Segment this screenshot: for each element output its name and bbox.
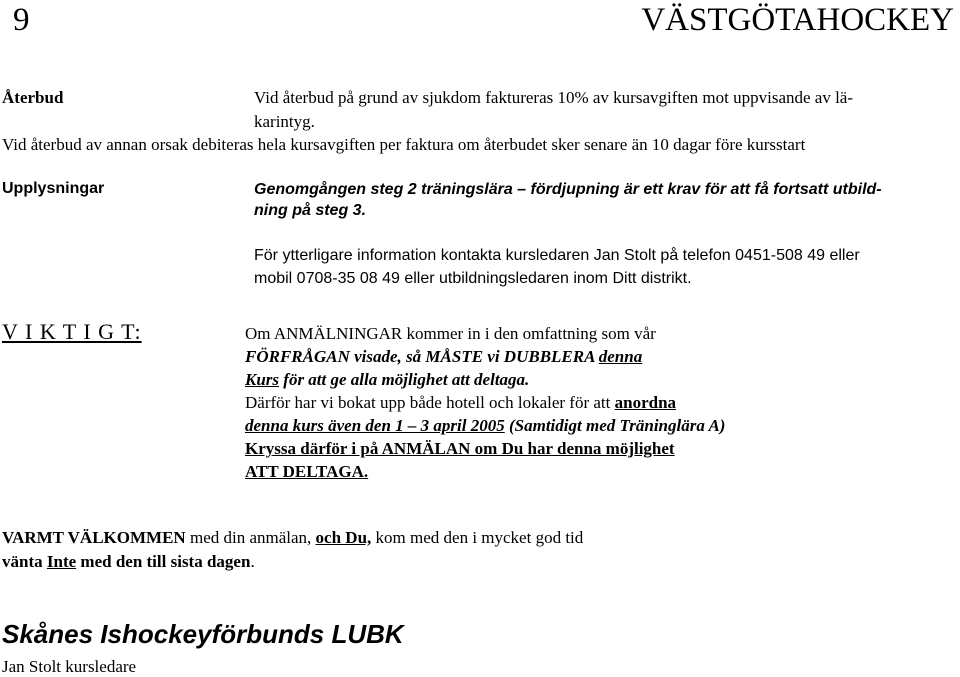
viktigt-line-7: ATT DELTAGA. (245, 462, 369, 481)
viktigt-line-4-b: anordna (614, 393, 677, 412)
viktigt-line-5-a: denna kurs även den 1 – 3 april 2005 (245, 416, 505, 435)
welcome-line-2-b: Inte (46, 552, 77, 571)
viktigt-line-2-a: FÖRFRÅGAN visade, så MÅSTE vi DUBBLERA (245, 347, 599, 366)
viktigt-line-1 (245, 324, 656, 344)
viktigt-line-3-b: för att ge alla möjlighet att deltaga. (279, 370, 530, 389)
aterbud-text-line-3: Vid återbud av annan orsak debiteras hela kursavgiften per faktura om återbudet sker senare än 10 dagar före kursstart (2, 135, 806, 154)
viktigt-line-2 (245, 347, 642, 367)
aterbud-text-line-1: Vid återbud på grund av sjukdom faktureras 10% av kursavgiften mot uppvisande av lä- (254, 88, 854, 107)
signature-line: Jan Stolt kursledare (2, 657, 137, 676)
welcome-line-1 (2, 528, 583, 548)
welcome-line-2-d: . (250, 552, 255, 571)
viktigt-label: V I K T I G T: (2, 319, 142, 344)
welcome-line-1-c: och Du, (315, 528, 372, 547)
viktigt-line-4 (245, 393, 676, 413)
viktigt-line-5 (245, 416, 725, 436)
welcome-line-1-d: kom med den i mycket god tid (371, 528, 584, 547)
aterbud-text-line-2: karintyg. (254, 112, 315, 131)
welcome-line-1-a: VARMT VÄLKOMMEN (2, 528, 186, 547)
viktigt-line-4-a: Därför har vi bokat upp både hotell och lokaler för att (245, 393, 615, 412)
upplysningar-requirement-line-2: ning på steg 3. (254, 202, 367, 219)
page-number: 9 (13, 2, 30, 38)
welcome-line-2-c: med den till sista dagen (76, 552, 251, 571)
aterbud-label: Återbud (2, 88, 64, 107)
viktigt-line-6: Kryssa därför i på ANMÄLAN om Du har denna möjlighet (245, 439, 675, 458)
upplysningar-contact-line-1: För ytterligare information kontakta kursledaren Jan Stolt på telefon 0451-508 49 eller (254, 247, 860, 264)
page-header-title: VÄSTGÖTAHOCKEY (641, 2, 954, 38)
welcome-line-1-b: med din anmälan, (185, 528, 316, 547)
upplysningar-requirement-line-1: Genomgången steg 2 träningslära – fördjupning är ett krav för att få fortsatt utbild- (254, 181, 882, 198)
viktigt-line-3-a: Kurs (245, 370, 280, 389)
viktigt-line-1-a: Om (245, 324, 274, 343)
welcome-line-2-a: vänta (2, 552, 47, 571)
welcome-line-2 (2, 552, 255, 572)
viktigt-line-5-b: (Samtidigt med Träninglära A) (504, 416, 726, 435)
viktigt-line-3 (245, 370, 529, 390)
organization-name: Skånes Ishockeyförbunds LUBK (2, 619, 404, 649)
viktigt-line-1-b: ANMÄLNINGAR (273, 324, 403, 343)
viktigt-line-1-c: kommer in i den omfattning som vår (402, 324, 656, 343)
upplysningar-label: Upplysningar (2, 180, 105, 197)
viktigt-line-2-b: denna (598, 347, 643, 366)
upplysningar-contact-line-2: mobil 0708-35 08 49 eller utbildningsledaren inom Ditt distrikt. (254, 270, 692, 287)
